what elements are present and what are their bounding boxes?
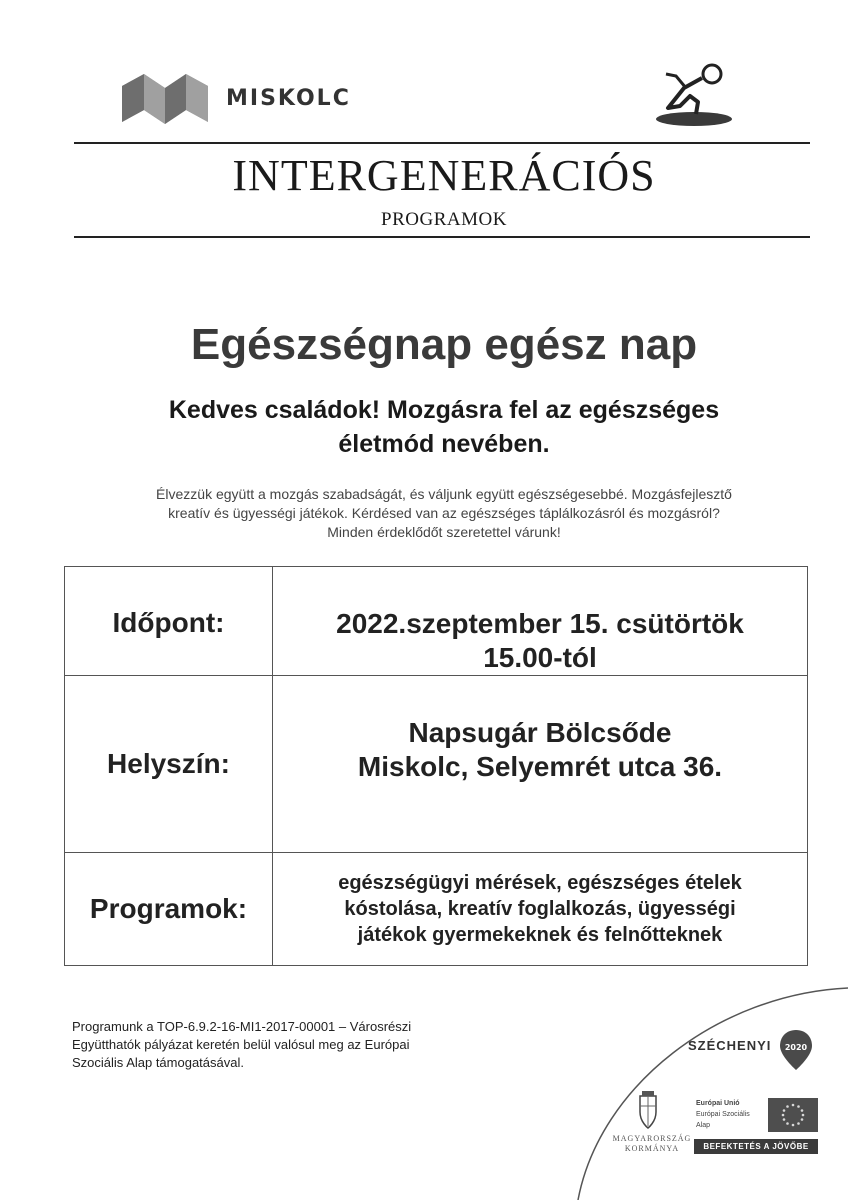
government-label [612,1134,692,1154]
eu-line: Európai Unió [696,1100,740,1107]
page-subtitle: PROGRAMOK [381,209,507,230]
time-date: 2022.szeptember 15. csütörtök [336,608,744,639]
coat-of-arms-icon [628,1090,668,1132]
header-top-rule [74,142,810,144]
place-label: Helyszín: [65,676,273,852]
jumping-figure-icon [650,62,734,128]
szechenyi-pin-icon [778,1028,814,1072]
intro-line: kreatív és ügyességi játékok. Kérdésed van az egészséges táplálkozásról és mozgásról? [168,505,720,521]
miskolc-logo-icon [122,72,208,124]
place-address: Miskolc, Selyemrét utca 36. [357,751,723,782]
funding-note-line: Szociális Alap támogatásával. [72,1055,244,1070]
table-row-programs [65,853,807,965]
time-value [273,567,807,675]
funding-note [72,1018,532,1072]
gov-line: KORMÁNYA [624,1144,680,1153]
table-row-place [65,676,807,853]
eu-investment-banner: BEFEKTETÉS A JÖVŐBE [694,1139,818,1154]
szechenyi-label: SZÉCHENYI [688,1038,772,1053]
event-headline: Egészségnap egész nap [190,320,698,369]
event-intro [0,485,848,542]
place-name: Napsugár Bölcsőde [408,717,672,748]
funding-note-line: Együtthatók pályázat keretén belül valósul meg az Európai [72,1037,410,1052]
time-hour: 15.00-tól [483,642,597,673]
programs-line: kóstolása, kreatív foglalkozás, ügyességi [344,898,736,920]
time-label: Időpont: [65,567,273,675]
eu-label [696,1098,750,1131]
programs-value [273,853,807,965]
programs-line: játékok gyermekeknek és felnőtteknek [357,924,723,946]
programs-line: egészségügyi mérések, egészséges ételek [338,872,742,894]
event-tagline [0,393,848,461]
programs-label: Programok: [65,853,273,965]
tagline-line: életmód nevében. [338,430,550,458]
eu-line: Alap [696,1122,711,1129]
brand-name: MISKOLC [226,86,351,111]
eu-line: Európai Szociális [696,1111,750,1118]
eu-flag-icon [768,1098,818,1132]
table-row-time [65,567,807,676]
funding-note-line: Programunk a TOP-6.9.2-16-MI1-2017-00001 – Városrészi [72,1019,412,1034]
decorative-curve [560,984,848,1200]
gov-line: MAGYARORSZÁG [612,1134,692,1143]
header-bottom-rule [74,236,810,238]
intro-line: Élvezzük együtt a mozgás szabadságát, és váljunk együtt egészségesebbé. Mozgásfejlesztő [156,486,732,502]
page-title: INTERGENERÁCIÓS [232,151,656,200]
tagline-line: Kedves családok! Mozgásra fel az egészséges [168,396,720,424]
intro-line: Minden érdeklődőt szeretettel várunk! [327,524,561,540]
event-info-table [64,566,808,966]
szechenyi-badge-text: 2020 [784,1043,808,1052]
place-value [273,676,807,852]
